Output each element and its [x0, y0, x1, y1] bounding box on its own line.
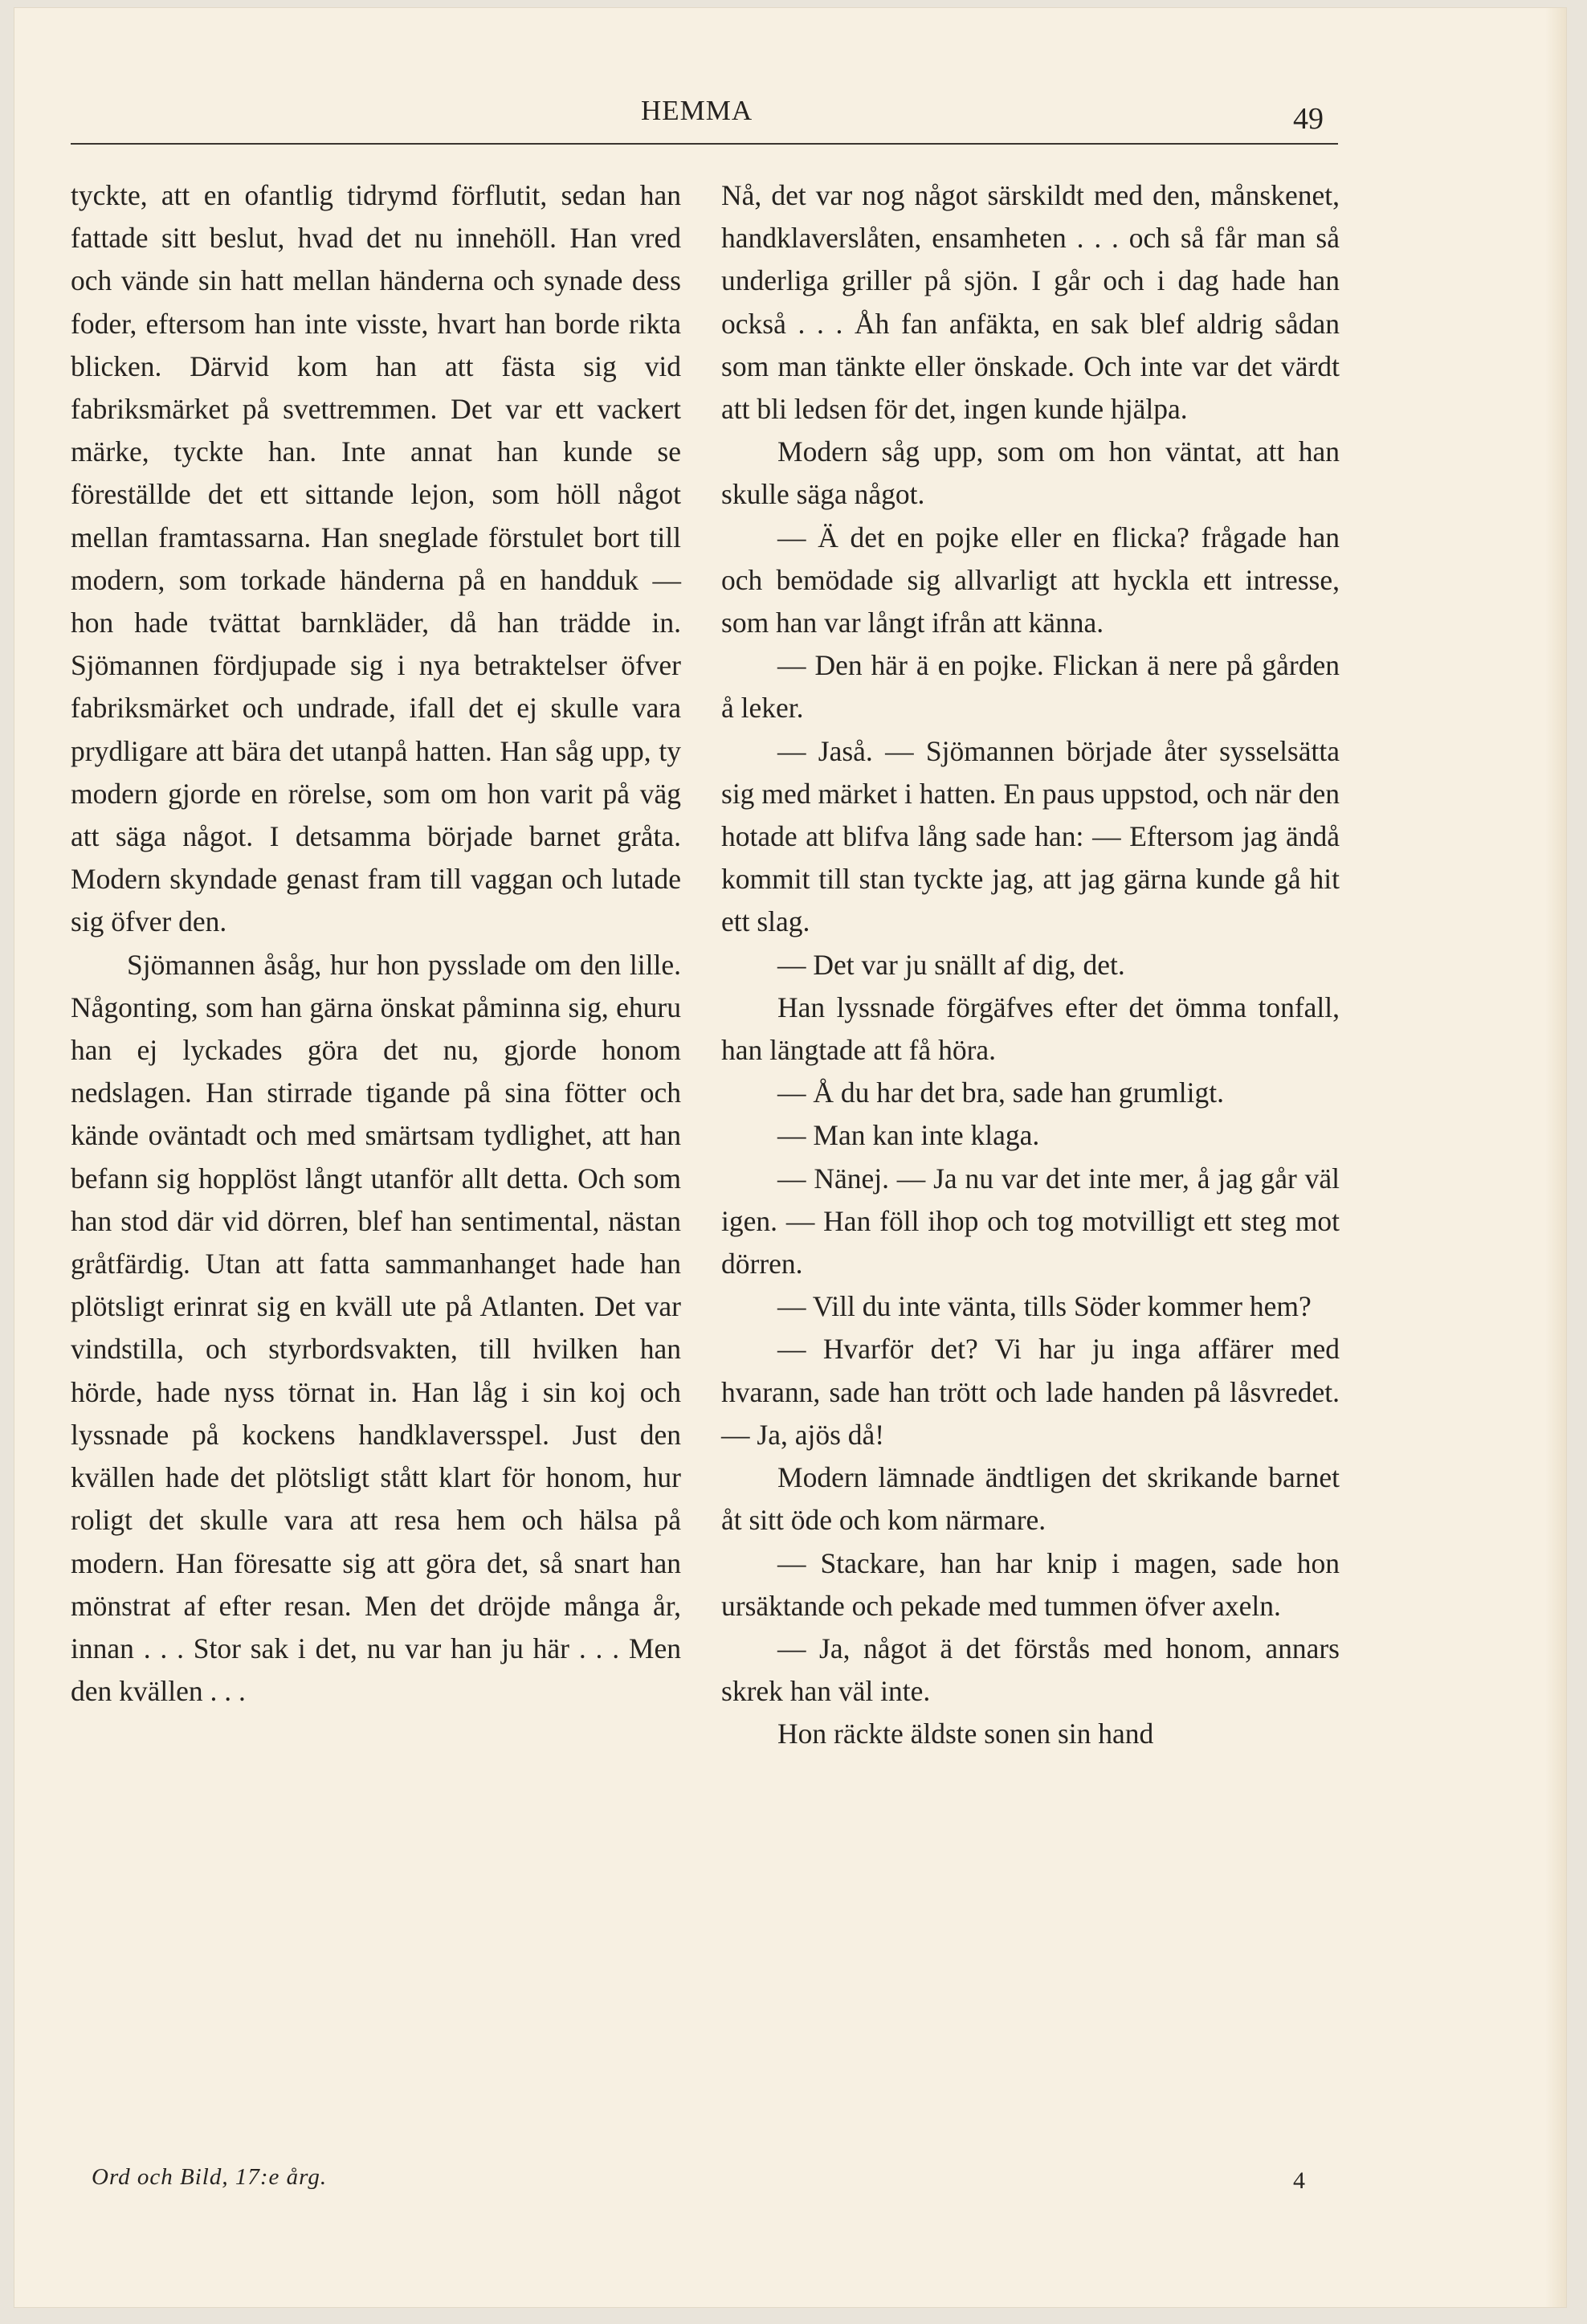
signature-mark: 4: [1293, 2167, 1305, 2194]
paragraph: — Nänej. — Ja nu var det inte mer, å jag går väl igen. — Han föll ihop och tog motvilligt ett steg mot dörren.: [721, 1162, 1340, 1280]
paragraph: Sjömannen åsåg, hur hon pysslade om den lille. Någonting, som han gärna önskat påminna sig, ehuru han ej lyckades göra det nu, gjorde honom nedslagen. Han stirrade tigande på sina fötter och kände oväntadt och med smärtsam tydlighet, att han befann sig hopplöst långt utanför allt detta. Och som han stod där vid dörren, blef han sentimental, nästan gråtfärdig. Utan att fatta sammanhanget hade han plötsligt erinrat sig en kväll ute på Atlanten. Det var vindstilla, och styrbordsvakten, till hvilken han hörde, hade nyss törnat in. Han låg i sin koj och lyssnade på kockens handklaversspel. Just den kvällen hade det plötsligt stått klart för honom, hur roligt det skulle vara att resa hem och hälsa på modern. Han föresatte sig att göra det, så snart han mönstrat af efter resan. Men det dröjde många år, innan . . . Stor sak i det, nu var han ju här . . . Men den kvällen . . .: [71, 948, 681, 1708]
paragraph: Modern lämnade ändtligen det skrikande barnet åt sitt öde och kom närmare.: [721, 1461, 1340, 1537]
paragraph: — Den här ä en pojke. Flickan ä nere på gården å leker.: [721, 649, 1340, 725]
paragraph: — Man kan inte klaga.: [777, 1119, 1040, 1152]
paragraph: Han lyssnade förgäfves efter det ömma tonfall, han längtade att få höra.: [721, 990, 1340, 1067]
paragraph: Modern såg upp, som om hon väntat, att han skulle säga något.: [721, 435, 1340, 511]
paragraph: — Det var ju snällt af dig, det.: [777, 948, 1125, 981]
paragraph: — Vill du inte vänta, tills Söder kommer hem?: [777, 1290, 1312, 1323]
paragraph: — Ä det en pojke eller en flicka? frågade han och bemödade sig allvarligt att hyckla ett intresse, som han var långt ifrån att känna.: [721, 521, 1340, 639]
right-column: [721, 174, 1340, 1756]
page-edge: [1545, 8, 1566, 2307]
paragraph: — Ja, något ä det förstås med honom, annars skrek han väl inte.: [721, 1632, 1340, 1708]
left-column: [71, 174, 681, 1713]
footer-source: Ord och Bild, 17:e årg.: [92, 2164, 328, 2190]
paragraph: Hon räckte äldste sonen sin hand: [777, 1717, 1154, 1750]
paragraph: Nå, det var nog något särskildt med den, månskenet, handklaverslåten, ensamheten . . . och så får man så underliga griller på sjön. I går och i dag hade han också . . . Åh fan anfäkta, en sak blef aldrig sådan som man tänkte eller önskade. Och inte var det värdt att bli ledsen för det, ingen kunde hjälpa.: [721, 179, 1340, 426]
paragraph: — Jaså. — Sjömannen började åter sysselsätta sig med märket i hatten. En paus uppstod, och när den hotade att blifva lång sade han: — Eftersom jag ändå kommit till stan tyckte jag, att jag gärna kunde gå hit ett slag.: [721, 734, 1340, 938]
running-title: HEMMA: [641, 95, 753, 126]
paragraph: tyckte, att en ofantlig tidrymd förflutit, sedan han fattade sitt beslut, hvad det nu innehöll. Han vred och vände sin hatt mellan händerna och synade dess foder, eftersom han inte visste, hvart han borde rikta blicken. Därvid kom han att fästa sig vid fabriksmärket på svettremmen. Det var ett vackert märke, tyckte han. Inte annat han kunde se föreställde det ett sittande lejon, som höll något mellan framtassarna. Han sneglade förstulet bort till modern, som torkade händerna på en handduk — hon hade tvättat barnkläder, då han trädde in. Sjömannen fördjupade sig i nya betraktelser öfver fabriksmärket och undrade, ifall det ej skulle vara prydligare att bära det utanpå hatten. Han såg upp, ty modern gjorde en rörelse, som om hon varit på väg att säga något. I detsamma började barnet gråta. Modern skyndade genast fram till vaggan och lutade sig öfver den.: [71, 179, 681, 938]
paragraph: — Hvarför det? Vi har ju inga affärer med hvarann, sade han trött och lade handen på låsvredet. — Ja, ajös då!: [721, 1333, 1340, 1451]
page: [14, 8, 1566, 2307]
paragraph: — Å du har det bra, sade han grumligt.: [777, 1076, 1225, 1109]
paragraph: — Stackare, han har knip i magen, sade hon ursäktande och pekade med tummen öfver axeln.: [721, 1546, 1340, 1622]
header-rule: [71, 143, 1338, 145]
page-number: 49: [1293, 102, 1324, 136]
